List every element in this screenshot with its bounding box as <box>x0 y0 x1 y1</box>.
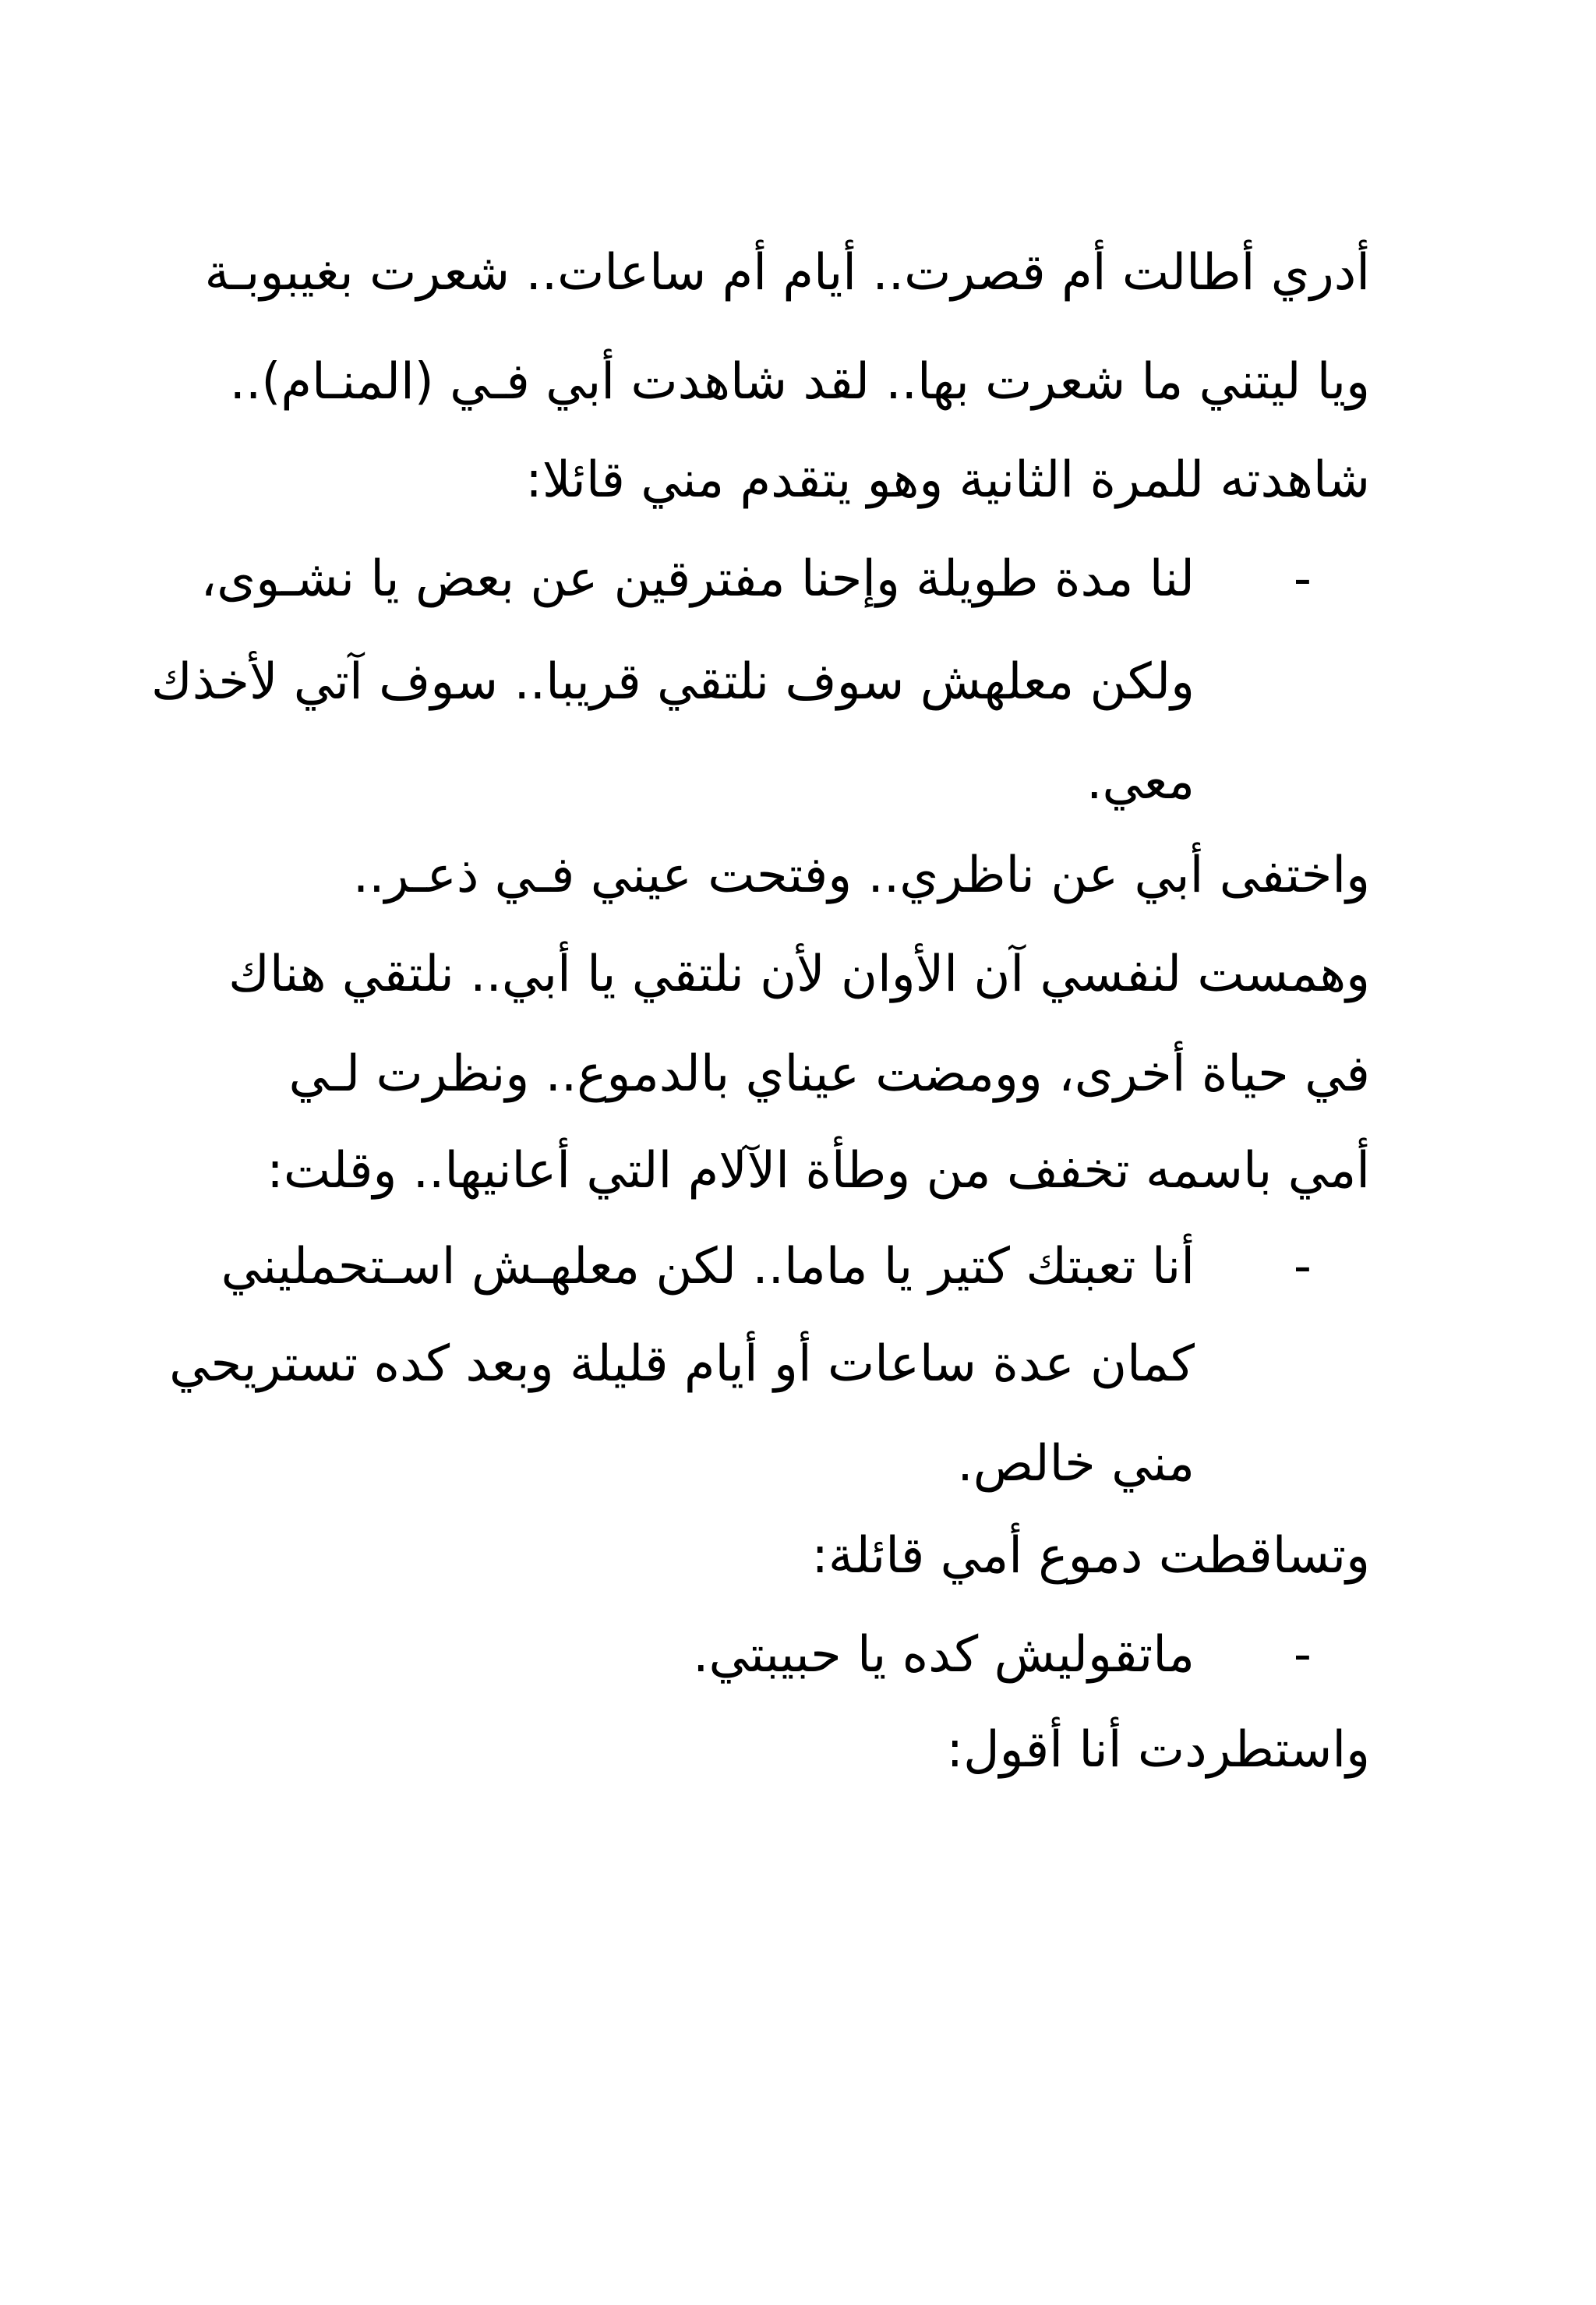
dialogue-2-line-1: أنا تعبتك كتير يا ماما.. لكن معلهـش اسـتحمليني <box>221 1238 1195 1296</box>
dialogue-2-line-2: كمان عدة ساعات أو أيام قليلة وبعد كده تستريحي <box>169 1335 1195 1393</box>
paragraph-2-line-2: وهمست لنفسي آن الأوان لأن نلتقي يا أبي.. نلتقي هناك <box>228 946 1370 1003</box>
dialogue-1-line-2: ولكن معلهش سوف نلتقي قريبا.. سوف آتي لأخذك <box>151 653 1195 711</box>
paragraph-2-line-4: أمي باسمه تخفف من وطأة الآلام التي أعانيها.. وقلت: <box>267 1142 1370 1200</box>
paragraph-1-line-3: شاهدته للمرة الثانية وهو يتقدم مني قائلا: <box>525 451 1370 509</box>
paragraph-3: وتساقطت دموع أمي قائلة: <box>811 1527 1370 1585</box>
dialogue-2-line-3: مني خالص. <box>957 1435 1195 1493</box>
paragraph-1-line-2: ويا ليتني ما شعرت بها.. لقد شاهدت أبي فـي (المنـام).. <box>229 353 1370 411</box>
dialogue-3-line-1: ماتقوليش كده يا حبيبتي. <box>693 1626 1195 1684</box>
dialogue-1-dash: - <box>1293 550 1312 608</box>
paragraph-4: واستطردت أنا أقول: <box>946 1721 1370 1779</box>
dialogue-1-line-3: معي. <box>1086 753 1195 811</box>
paragraph-2-line-1: واختفى أبي عن ناظري.. وفتحت عيني فـي ذعـر.. <box>352 847 1370 904</box>
paragraph-1-line-1: أدري أطالت أم قصرت.. أيام أم ساعات.. شعرت بغيبوبـة <box>204 244 1370 302</box>
dialogue-2-dash: - <box>1293 1238 1312 1296</box>
dialogue-1-line-1: لنا مدة طويلة وإحنا مفترقين عن بعض يا نشـوى، <box>200 550 1195 608</box>
dialogue-3-dash: - <box>1293 1626 1312 1684</box>
paragraph-2-line-3: في حياة أخرى، وومضت عيناي بالدموع.. ونظرت لـي <box>288 1045 1370 1103</box>
